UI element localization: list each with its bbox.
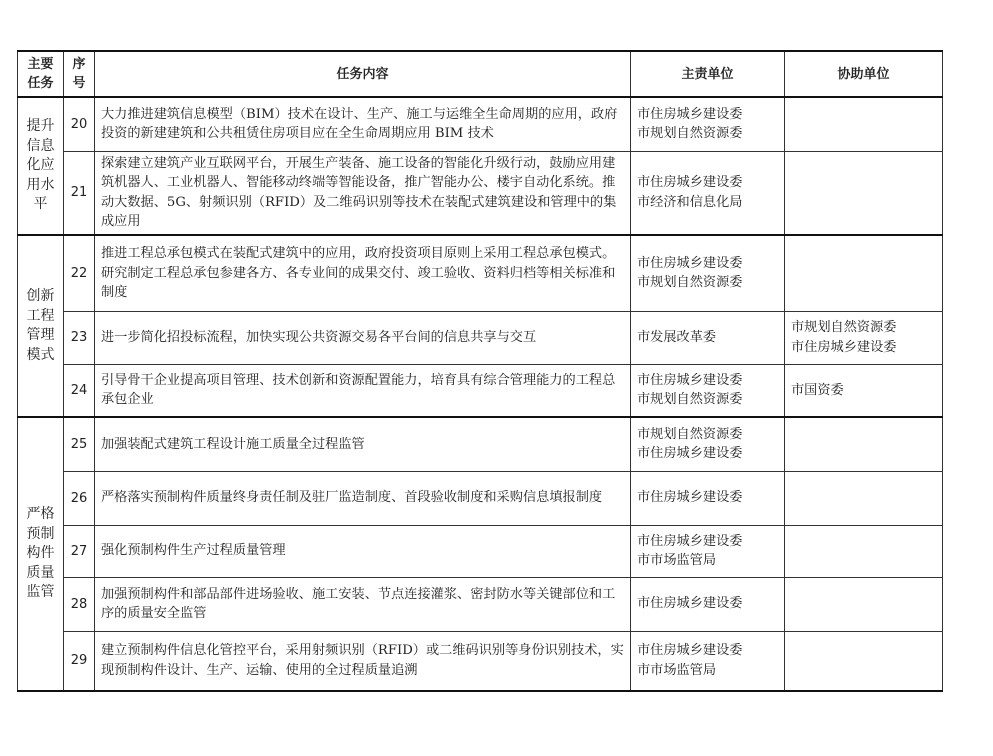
assist-unit bbox=[785, 151, 943, 235]
row-num: 29 bbox=[64, 631, 95, 691]
assist-unit bbox=[785, 417, 943, 471]
row-num: 27 bbox=[64, 525, 95, 577]
table-row bbox=[18, 311, 943, 364]
task-content: 探索建立建筑产业互联网平台，开展生产装备、施工设备的智能化升级行动，鼓励应用建筑机器人、工业机器人、智能移动终端等智能设备，推广智能办公、楼宇自动化系统。推动大数据、5G、射频识别（RFID）及二维码识别等技术在装配式建筑建设和管理中的集成应用 bbox=[95, 151, 631, 235]
row-num: 20 bbox=[64, 97, 95, 151]
task-content: 严格落实预制构件质量终身责任制及驻厂监造制度、首段验收制度和采购信息填报制度 bbox=[95, 471, 631, 525]
header-num: 序 号 bbox=[64, 51, 95, 97]
lead-unit: 市住房城乡建设委 市规划自然资源委 bbox=[631, 364, 785, 417]
row-num: 26 bbox=[64, 471, 95, 525]
table-row bbox=[18, 235, 943, 311]
table-row bbox=[18, 151, 943, 235]
lead-unit: 市住房城乡建设委 市市场监管局 bbox=[631, 525, 785, 577]
task-content: 引导骨干企业提高项目管理、技术创新和资源配置能力，培育具有综合管理能力的工程总承包企业 bbox=[95, 364, 631, 417]
header-lead: 主责单位 bbox=[631, 51, 785, 97]
task-table bbox=[17, 50, 943, 692]
task-content: 建立预制构件信息化管控平台，采用射频识别（RFID）或二维码识别等身份识别技术，实现预制构件设计、生产、运输、使用的全过程质量追溯 bbox=[95, 631, 631, 691]
lead-unit: 市住房城乡建设委 市市场监管局 bbox=[631, 631, 785, 691]
category-cell: 提升 信息 化应 用水 平 bbox=[18, 97, 64, 235]
table-row bbox=[18, 631, 943, 691]
task-content: 大力推进建筑信息模型（BIM）技术在设计、生产、施工与运维全生命周期的应用，政府投资的新建建筑和公共租赁住房项目应在全生命周期应用 BIM 技术 bbox=[95, 97, 631, 151]
category-cell: 严格 预制 构件 质量 监管 bbox=[18, 417, 64, 691]
row-num: 21 bbox=[64, 151, 95, 235]
assist-unit bbox=[785, 525, 943, 577]
row-num: 28 bbox=[64, 577, 95, 631]
row-num: 24 bbox=[64, 364, 95, 417]
header-category: 主要 任务 bbox=[18, 51, 64, 97]
table-row bbox=[18, 97, 943, 151]
table-row bbox=[18, 417, 943, 471]
assist-unit bbox=[785, 631, 943, 691]
row-num: 23 bbox=[64, 311, 95, 364]
assist-unit bbox=[785, 471, 943, 525]
row-num: 22 bbox=[64, 235, 95, 311]
lead-unit: 市住房城乡建设委 市规划自然资源委 bbox=[631, 235, 785, 311]
task-content: 加强预制构件和部品部件进场验收、施工安装、节点连接灌浆、密封防水等关键部位和工序的质量安全监管 bbox=[95, 577, 631, 631]
lead-unit: 市发展改革委 bbox=[631, 311, 785, 364]
assist-unit bbox=[785, 235, 943, 311]
assist-unit bbox=[785, 97, 943, 151]
category-cell: 创新 工程 管理 模式 bbox=[18, 235, 64, 417]
task-content: 强化预制构件生产过程质量管理 bbox=[95, 525, 631, 577]
task-content: 进一步简化招投标流程，加快实现公共资源交易各平台间的信息共享与交互 bbox=[95, 311, 631, 364]
lead-unit: 市住房城乡建设委 bbox=[631, 471, 785, 525]
lead-unit: 市住房城乡建设委 市规划自然资源委 bbox=[631, 97, 785, 151]
header-assist: 协助单位 bbox=[785, 51, 943, 97]
lead-unit: 市住房城乡建设委 市经济和信息化局 bbox=[631, 151, 785, 235]
table-row bbox=[18, 364, 943, 417]
assist-unit: 市国资委 bbox=[785, 364, 943, 417]
table-row bbox=[18, 471, 943, 525]
row-num: 25 bbox=[64, 417, 95, 471]
table-header bbox=[18, 51, 943, 97]
lead-unit: 市规划自然资源委 市住房城乡建设委 bbox=[631, 417, 785, 471]
header-content: 任务内容 bbox=[95, 51, 631, 97]
table-row bbox=[18, 525, 943, 577]
task-content: 推进工程总承包模式在装配式建筑中的应用，政府投资项目原则上采用工程总承包模式。研究制定工程总承包参建各方、各专业间的成果交付、竣工验收、资料归档等相关标准和制度 bbox=[95, 235, 631, 311]
assist-unit bbox=[785, 577, 943, 631]
table-row bbox=[18, 577, 943, 631]
task-content: 加强装配式建筑工程设计施工质量全过程监管 bbox=[95, 417, 631, 471]
lead-unit: 市住房城乡建设委 bbox=[631, 577, 785, 631]
assist-unit: 市规划自然资源委 市住房城乡建设委 bbox=[785, 311, 943, 364]
